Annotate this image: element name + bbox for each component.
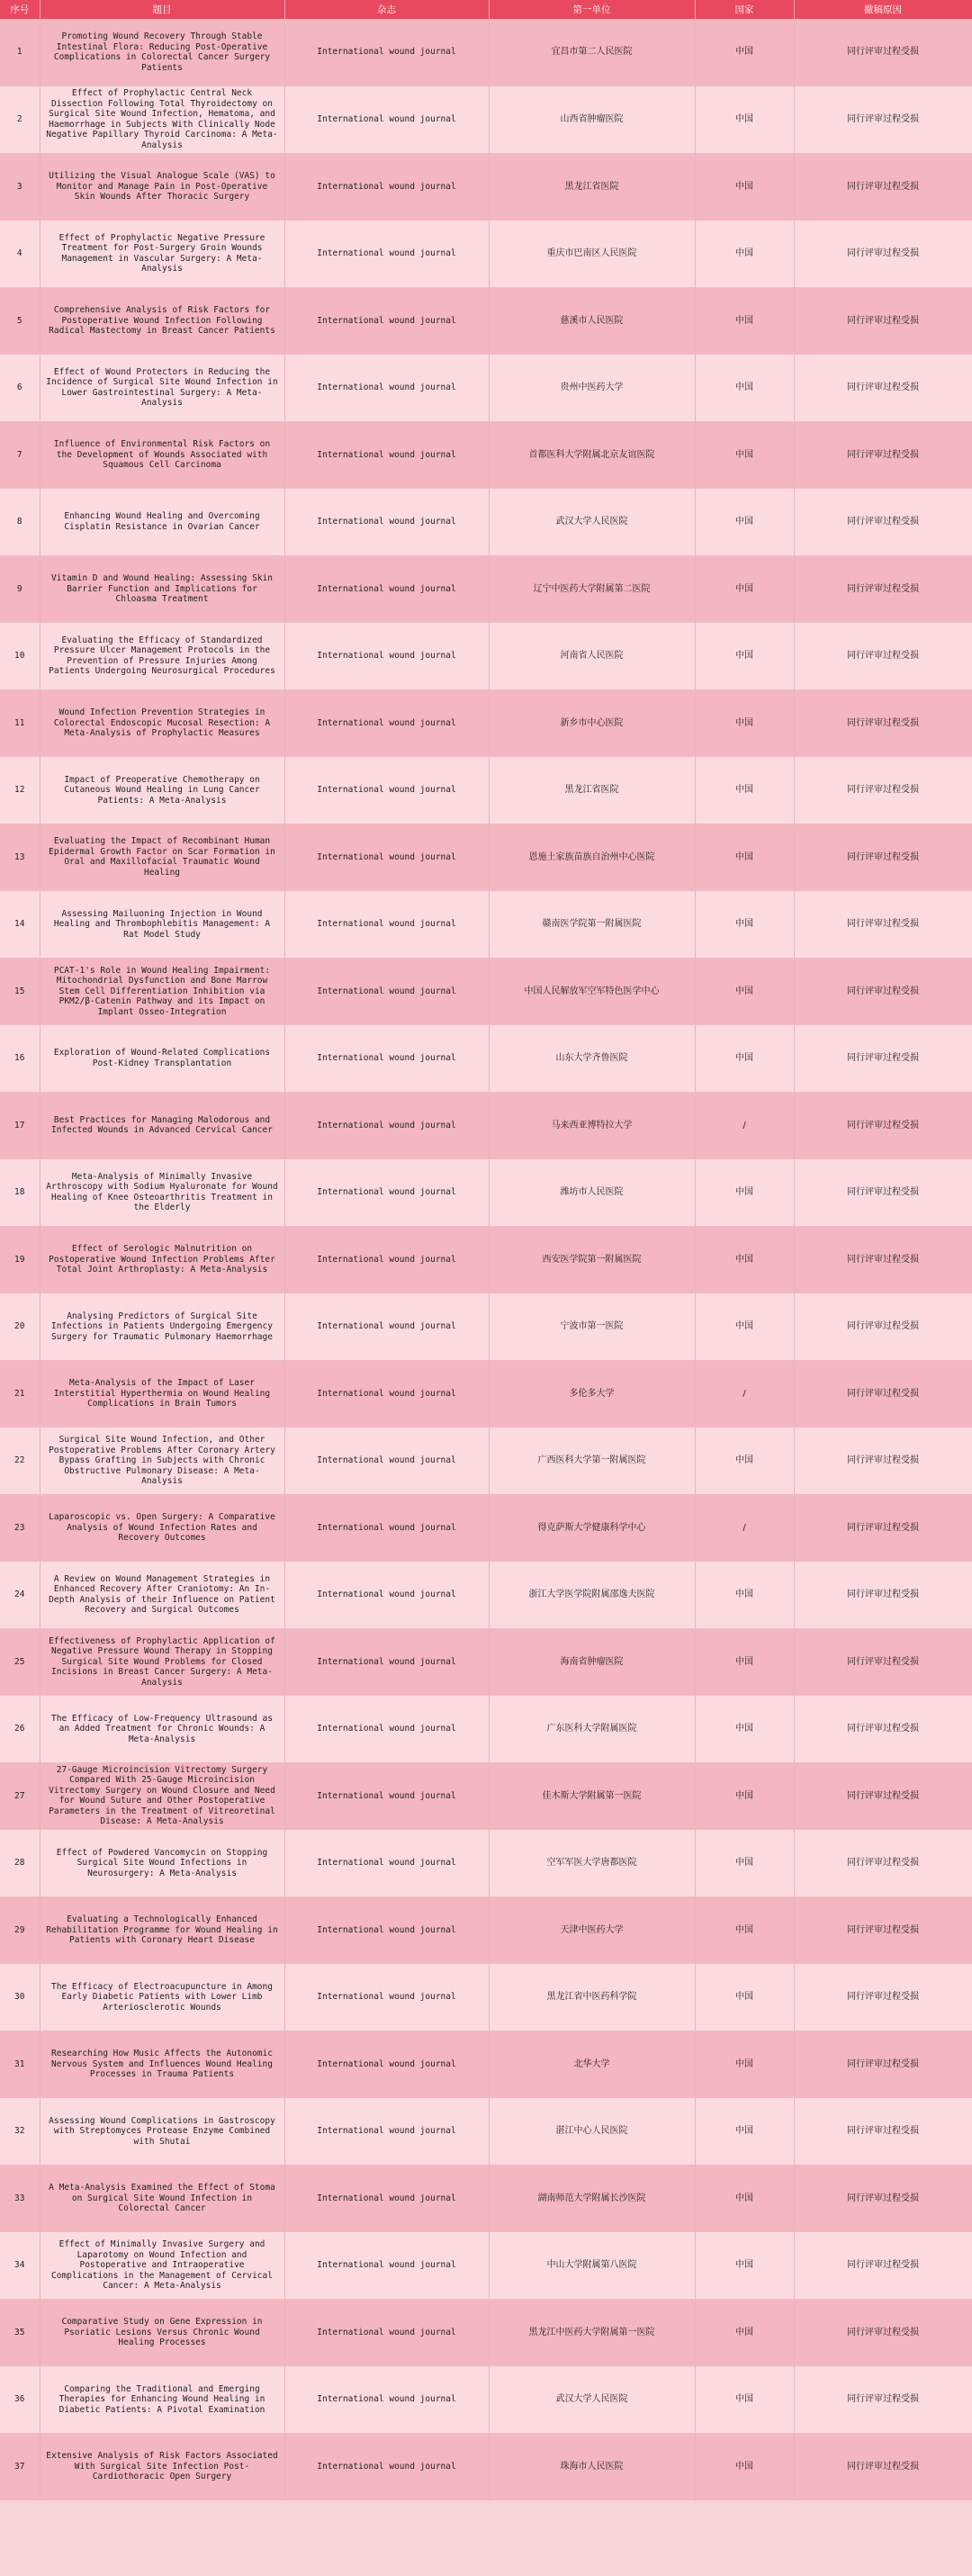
title-cell: Effect of Minimally Invasive Surgery and Laparotomy on Wound Infection and Postoperative and Intraoperative Complications in the Management of Cervical Cancer: A Meta-Analysis (40, 2232, 284, 2300)
journal-cell: International wound journal (284, 221, 489, 288)
institution-cell: 宜昌市第二人民医院 (489, 19, 695, 86)
journal-cell: International wound journal (284, 1226, 489, 1293)
index-cell: 35 (0, 2299, 40, 2366)
institution-cell: 潍坊市人民医院 (489, 1159, 695, 1227)
journal-cell: International wound journal (284, 2232, 489, 2300)
journal-cell: International wound journal (284, 2098, 489, 2166)
table-row (0, 1360, 972, 1428)
journal-cell: International wound journal (284, 1159, 489, 1227)
index-cell: 14 (0, 891, 40, 959)
index-cell: 22 (0, 1428, 40, 1495)
country-cell: 中国 (695, 1562, 794, 1629)
index-cell: 5 (0, 287, 40, 355)
index-cell: 24 (0, 1562, 40, 1629)
journal-cell: International wound journal (284, 757, 489, 824)
reason-cell: 同行评审过程受损 (794, 2031, 972, 2098)
journal-cell: International wound journal (284, 489, 489, 556)
reason-cell: 同行评审过程受损 (794, 2098, 972, 2166)
index-cell: 15 (0, 958, 40, 1025)
institution-cell: 武汉大学人民医院 (489, 2366, 695, 2434)
journal-cell: International wound journal (284, 1428, 489, 1495)
title-cell: Impact of Preoperative Chemotherapy on Cutaneous Wound Healing in Lung Cancer Patients: A Meta-Analysis (40, 757, 284, 824)
reason-cell: 同行评审过程受损 (794, 489, 972, 556)
country-cell: 中国 (695, 623, 794, 690)
journal-cell: International wound journal (284, 421, 489, 489)
country-cell: 中国 (695, 2299, 794, 2366)
table-row (0, 2031, 972, 2098)
reason-cell: 同行评审过程受损 (794, 555, 972, 623)
table-row (0, 1159, 972, 1227)
journal-cell: International wound journal (284, 1025, 489, 1093)
journal-cell: International wound journal (284, 824, 489, 891)
reason-cell: 同行评审过程受损 (794, 757, 972, 824)
journal-cell: International wound journal (284, 2031, 489, 2098)
country-cell: 中国 (695, 1628, 794, 1696)
title-cell: Laparoscopic vs. Open Surgery: A Comparative Analysis of Wound Infection Rates and Recovery Outcomes (40, 1494, 284, 1562)
country-cell: 中国 (695, 1762, 794, 1830)
country-cell: 中国 (695, 824, 794, 891)
reason-cell: 同行评审过程受损 (794, 19, 972, 86)
table-row (0, 891, 972, 959)
institution-cell: 恩施土家族苗族自治州中心医院 (489, 824, 695, 891)
country-cell: 中国 (695, 1159, 794, 1227)
reason-cell: 同行评审过程受损 (794, 1762, 972, 1830)
journal-cell: International wound journal (284, 1830, 489, 1897)
country-cell: 中国 (695, 1428, 794, 1495)
reason-cell: 同行评审过程受损 (794, 1293, 972, 1361)
reason-cell: 同行评审过程受损 (794, 153, 972, 221)
reason-cell: 同行评审过程受损 (794, 355, 972, 422)
country-cell: 中国 (695, 355, 794, 422)
title-cell: Meta-Analysis of the Impact of Laser Interstitial Hyperthermia on Wound Healing Complications in Brain Tumors (40, 1360, 284, 1428)
title-cell: 27-Gauge Microincision Vitrectomy Surgery Compared With 25-Gauge Microincision Vitrectomy Surgery on Wound Closure and Need for Wound Suture and Other Postoperative Parameters in the Treatment of Vitreoretinal Disease: A Meta-Analysis (40, 1762, 284, 1830)
index-cell: 9 (0, 555, 40, 623)
title-cell: Comprehensive Analysis of Risk Factors for Postoperative Wound Infection Following Radical Mastectomy in Breast Cancer Patients (40, 287, 284, 355)
reason-cell: 同行评审过程受损 (794, 689, 972, 757)
country-cell: 中国 (695, 19, 794, 86)
institution-cell: 首都医科大学附属北京友谊医院 (489, 421, 695, 489)
country-cell: 中国 (695, 2366, 794, 2434)
institution-cell: 赣南医学院第一附属医院 (489, 891, 695, 959)
index-cell: 28 (0, 1830, 40, 1897)
journal-cell: International wound journal (284, 287, 489, 355)
title-cell: The Efficacy of Low-Frequency Ultrasound as an Added Treatment for Chronic Wounds: A Meta-Analysis (40, 1696, 284, 1763)
table-row (0, 1293, 972, 1361)
institution-cell: 宁波市第一医院 (489, 1293, 695, 1361)
index-cell: 2 (0, 86, 40, 154)
journal-cell: International wound journal (284, 555, 489, 623)
table-row (0, 19, 972, 86)
reason-cell: 同行评审过程受损 (794, 623, 972, 690)
table-row (0, 1830, 972, 1897)
institution-cell: 得克萨斯大学健康科学中心 (489, 1494, 695, 1562)
country-cell: 中国 (695, 891, 794, 959)
reason-cell: 同行评审过程受损 (794, 1360, 972, 1428)
country-cell: 中国 (695, 2098, 794, 2166)
journal-cell: International wound journal (284, 623, 489, 690)
reason-cell: 同行评审过程受损 (794, 86, 972, 154)
reason-cell: 同行评审过程受损 (794, 287, 972, 355)
title-cell: A Meta-Analysis Examined the Effect of Stoma on Surgical Site Wound Infection in Colorectal Cancer (40, 2165, 284, 2232)
institution-cell: 辽宁中医药大学附属第二医院 (489, 555, 695, 623)
index-cell: 23 (0, 1494, 40, 1562)
index-cell: 18 (0, 1159, 40, 1227)
index-cell: 6 (0, 355, 40, 422)
header-institution: 第一单位 (489, 0, 695, 19)
institution-cell: 山东大学齐鲁医院 (489, 1025, 695, 1093)
table-row (0, 958, 972, 1025)
table-row (0, 489, 972, 556)
country-cell: 中国 (695, 1696, 794, 1763)
title-cell: Effect of Prophylactic Negative Pressure Treatment for Post-Surgery Groin Wounds Management in Vascular Surgery: A Meta-Analysis (40, 221, 284, 288)
institution-cell: 广西医科大学第一附属医院 (489, 1428, 695, 1495)
country-cell: 中国 (695, 555, 794, 623)
index-cell: 17 (0, 1092, 40, 1159)
table-row (0, 153, 972, 221)
table-row (0, 1964, 972, 2031)
journal-cell: International wound journal (284, 355, 489, 422)
institution-cell: 西安医学院第一附属医院 (489, 1226, 695, 1293)
reason-cell: 同行评审过程受损 (794, 1428, 972, 1495)
title-cell: Exploration of Wound-Related Complications Post-Kidney Transplantation (40, 1025, 284, 1093)
index-cell: 31 (0, 2031, 40, 2098)
country-cell: 中国 (695, 1896, 794, 1964)
country-cell: 中国 (695, 221, 794, 288)
country-cell: 中国 (695, 2031, 794, 2098)
title-cell: Extensive Analysis of Risk Factors Associated With Surgical Site Infection Post-Cardiothoracic Open Surgery (40, 2433, 284, 2500)
header-title: 题目 (40, 0, 284, 19)
institution-cell: 北华大学 (489, 2031, 695, 2098)
index-cell: 29 (0, 1896, 40, 1964)
title-cell: Promoting Wound Recovery Through Stable Intestinal Flora: Reducing Post-Operative Complications in Colorectal Cancer Surgery Patients (40, 19, 284, 86)
journal-cell: International wound journal (284, 2165, 489, 2232)
table-row (0, 86, 972, 154)
reason-cell: 同行评审过程受损 (794, 2232, 972, 2300)
country-cell: 中国 (695, 958, 794, 1025)
index-cell: 10 (0, 623, 40, 690)
journal-cell: International wound journal (284, 1696, 489, 1763)
journal-cell: International wound journal (284, 1628, 489, 1696)
journal-cell: International wound journal (284, 958, 489, 1025)
title-cell: Utilizing the Visual Analogue Scale (VAS) to Monitor and Manage Pain in Post-Operative Skin Wounds After Thoracic Surgery (40, 153, 284, 221)
table-row (0, 555, 972, 623)
country-cell: 中国 (695, 2232, 794, 2300)
index-cell: 30 (0, 1964, 40, 2031)
title-cell: Influence of Environmental Risk Factors on the Development of Wounds Associated with Squamous Cell Carcinoma (40, 421, 284, 489)
table-row (0, 355, 972, 422)
header-row (0, 0, 972, 19)
reason-cell: 同行评审过程受损 (794, 1964, 972, 2031)
table-row (0, 623, 972, 690)
institution-cell: 中国人民解放军空军特色医学中心 (489, 958, 695, 1025)
country-cell: 中国 (695, 1293, 794, 1361)
journal-cell: International wound journal (284, 891, 489, 959)
title-cell: Effect of Serologic Malnutrition on Postoperative Wound Infection Problems After Total Joint Arthroplasty: A Meta-Analysis (40, 1226, 284, 1293)
institution-cell: 珠海市人民医院 (489, 2433, 695, 2500)
journal-cell: International wound journal (284, 19, 489, 86)
table-row (0, 1092, 972, 1159)
country-cell: 中国 (695, 153, 794, 221)
table-row (0, 689, 972, 757)
title-cell: A Review on Wound Management Strategies in Enhanced Recovery After Craniotomy: An In-Depth Analysis of their Influence on Patient Recovery and Surgical Outcomes (40, 1562, 284, 1629)
table-row (0, 2098, 972, 2166)
journal-cell: International wound journal (284, 2433, 489, 2500)
institution-cell: 海南省肿瘤医院 (489, 1628, 695, 1696)
title-cell: Effect of Wound Protectors in Reducing the Incidence of Surgical Site Wound Infection in Lower Gastrointestinal Surgery: A Meta-Analysis (40, 355, 284, 422)
title-cell: Evaluating the Impact of Recombinant Human Epidermal Growth Factor on Scar Formation in Oral and Maxillofacial Traumatic Wound Healing (40, 824, 284, 891)
reason-cell: 同行评审过程受损 (794, 2299, 972, 2366)
country-cell: 中国 (695, 689, 794, 757)
reason-cell: 同行评审过程受损 (794, 2366, 972, 2434)
institution-cell: 武汉大学人民医院 (489, 489, 695, 556)
table-row (0, 1025, 972, 1093)
reason-cell: 同行评审过程受损 (794, 958, 972, 1025)
reason-cell: 同行评审过程受损 (794, 1159, 972, 1227)
title-cell: Effectiveness of Prophylactic Application of Negative Pressure Wound Therapy in Stopping Surgical Site Wound Problems for Closed Incisions in Breast Cancer Surgery: A Meta-Analysis (40, 1628, 284, 1696)
journal-cell: International wound journal (284, 1762, 489, 1830)
institution-cell: 中山大学附属第八医院 (489, 2232, 695, 2300)
table-row (0, 1428, 972, 1495)
index-cell: 32 (0, 2098, 40, 2166)
index-cell: 7 (0, 421, 40, 489)
institution-cell: 山西省肿瘤医院 (489, 86, 695, 154)
reason-cell: 同行评审过程受损 (794, 2433, 972, 2500)
institution-cell: 天津中医药大学 (489, 1896, 695, 1964)
journal-cell: International wound journal (284, 1964, 489, 2031)
reason-cell: 同行评审过程受损 (794, 1092, 972, 1159)
journal-cell: International wound journal (284, 1293, 489, 1361)
journal-cell: International wound journal (284, 1896, 489, 1964)
journal-cell: International wound journal (284, 1360, 489, 1428)
institution-cell: 佳木斯大学附属第一医院 (489, 1762, 695, 1830)
reason-cell: 同行评审过程受损 (794, 1696, 972, 1763)
journal-cell: International wound journal (284, 689, 489, 757)
title-cell: The Efficacy of Electroacupuncture in Among Early Diabetic Patients with Lower Limb Arteriosclerotic Wounds (40, 1964, 284, 2031)
country-cell: 中国 (695, 757, 794, 824)
index-cell: 4 (0, 221, 40, 288)
institution-cell: 河南省人民医院 (489, 623, 695, 690)
country-cell: / (695, 1494, 794, 1562)
table-row (0, 1762, 972, 1830)
institution-cell: 重庆市巴南区人民医院 (489, 221, 695, 288)
index-cell: 13 (0, 824, 40, 891)
index-cell: 25 (0, 1628, 40, 1696)
reason-cell: 同行评审过程受损 (794, 2165, 972, 2232)
journal-cell: International wound journal (284, 1494, 489, 1562)
institution-cell: 空军军医大学唐都医院 (489, 1830, 695, 1897)
table-row (0, 1896, 972, 1964)
country-cell: / (695, 1092, 794, 1159)
reason-cell: 同行评审过程受损 (794, 1896, 972, 1964)
header-reason: 撤稿原因 (794, 0, 972, 19)
title-cell: Comparative Study on Gene Expression in Psoriatic Lesions Versus Chronic Wound Healing Processes (40, 2299, 284, 2366)
title-cell: Surgical Site Wound Infection, and Other Postoperative Problems After Coronary Artery Bypass Grafting in Subjects with Chronic Obstructive Pulmonary Disease: A Meta-Analysis (40, 1428, 284, 1495)
table-row (0, 1494, 972, 1562)
table-row (0, 2366, 972, 2434)
reason-cell: 同行评审过程受损 (794, 891, 972, 959)
index-cell: 12 (0, 757, 40, 824)
reason-cell: 同行评审过程受损 (794, 1494, 972, 1562)
title-cell: Evaluating a Technologically Enhanced Rehabilitation Programme for Wound Healing in Patients with Coronary Heart Disease (40, 1896, 284, 1964)
institution-cell: 黑龙江中医药大学附属第一医院 (489, 2299, 695, 2366)
table-row (0, 2299, 972, 2366)
title-cell: Assessing Mailuoning Injection in Wound Healing and Thrombophlebitis Management: A Rat Model Study (40, 891, 284, 959)
title-cell: Vitamin D and Wound Healing: Assessing Skin Barrier Function and Implications for Chloasma Treatment (40, 555, 284, 623)
journal-cell: International wound journal (284, 1092, 489, 1159)
institution-cell: 马来西亚博特拉大学 (489, 1092, 695, 1159)
reason-cell: 同行评审过程受损 (794, 1025, 972, 1093)
index-cell: 8 (0, 489, 40, 556)
journal-cell: International wound journal (284, 86, 489, 154)
reason-cell: 同行评审过程受损 (794, 421, 972, 489)
table-row (0, 1696, 972, 1763)
reason-cell: 同行评审过程受损 (794, 1562, 972, 1629)
title-cell: Researching How Music Affects the Autonomic Nervous System and Influences Wound Healing Processes in Trauma Patients (40, 2031, 284, 2098)
institution-cell: 黑龙江省医院 (489, 153, 695, 221)
title-cell: Best Practices for Managing Malodorous and Infected Wounds in Advanced Cervical Cancer (40, 1092, 284, 1159)
institution-cell: 黑龙江省中医药科学院 (489, 1964, 695, 2031)
table-row (0, 824, 972, 891)
institution-cell: 黑龙江省医院 (489, 757, 695, 824)
country-cell: 中国 (695, 1226, 794, 1293)
country-cell: 中国 (695, 2433, 794, 2500)
index-cell: 11 (0, 689, 40, 757)
index-cell: 26 (0, 1696, 40, 1763)
title-cell: Effect of Powdered Vancomycin on Stopping Surgical Site Wound Infections in Neurosurgery: A Meta-Analysis (40, 1830, 284, 1897)
header-journal: 杂志 (284, 0, 489, 19)
header-country: 国家 (695, 0, 794, 19)
table-row (0, 2165, 972, 2232)
table-row (0, 1562, 972, 1629)
title-cell: Analysing Predictors of Surgical Site Infections in Patients Undergoing Emergency Surgery for Traumatic Pulmonary Haemorrhage (40, 1293, 284, 1361)
title-cell: Enhancing Wound Healing and Overcoming Cisplatin Resistance in Ovarian Cancer (40, 489, 284, 556)
table-row (0, 757, 972, 824)
institution-cell: 贵州中医药大学 (489, 355, 695, 422)
index-cell: 21 (0, 1360, 40, 1428)
country-cell: / (695, 1360, 794, 1428)
reason-cell: 同行评审过程受损 (794, 221, 972, 288)
institution-cell: 湛江中心人民医院 (489, 2098, 695, 2166)
country-cell: 中国 (695, 1025, 794, 1093)
title-cell: Meta-Analysis of Minimally Invasive Arthroscopy with Sodium Hyaluronate for Wound Healing of Knee Osteoarthritis Treatment in the Elderly (40, 1159, 284, 1227)
table-row (0, 2433, 972, 2500)
journal-cell: International wound journal (284, 153, 489, 221)
index-cell: 1 (0, 19, 40, 86)
table-row (0, 287, 972, 355)
country-cell: 中国 (695, 1964, 794, 2031)
header-index: 序号 (0, 0, 40, 19)
table-row (0, 421, 972, 489)
reason-cell: 同行评审过程受损 (794, 1830, 972, 1897)
journal-cell: International wound journal (284, 2366, 489, 2434)
table-row (0, 221, 972, 288)
reason-cell: 同行评审过程受损 (794, 1226, 972, 1293)
country-cell: 中国 (695, 86, 794, 154)
reason-cell: 同行评审过程受损 (794, 1628, 972, 1696)
index-cell: 37 (0, 2433, 40, 2500)
country-cell: 中国 (695, 2165, 794, 2232)
title-cell: Wound Infection Prevention Strategies in Colorectal Endoscopic Mucosal Resection: A Meta-Analysis of Prophylactic Measures (40, 689, 284, 757)
journal-cell: International wound journal (284, 2299, 489, 2366)
institution-cell: 新乡市中心医院 (489, 689, 695, 757)
index-cell: 27 (0, 1762, 40, 1830)
institution-cell: 慈溪市人民医院 (489, 287, 695, 355)
index-cell: 16 (0, 1025, 40, 1093)
index-cell: 33 (0, 2165, 40, 2232)
journal-cell: International wound journal (284, 1562, 489, 1629)
index-cell: 3 (0, 153, 40, 221)
title-cell: Effect of Prophylactic Central Neck Dissection Following Total Thyroidectomy on Surgical Site Wound Infection, Hematoma, and Haemorrhage in Subjects With Clinically Node Negative Papillary Thyroid Carcinoma: A Meta-Analysis (40, 86, 284, 154)
index-cell: 34 (0, 2232, 40, 2300)
title-cell: Comparing the Traditional and Emerging Therapies for Enhancing Wound Healing in Diabetic Patients: A Pivotal Examination (40, 2366, 284, 2434)
table-row (0, 2232, 972, 2300)
country-cell: 中国 (695, 1830, 794, 1897)
institution-cell: 浙江大学医学院附属邵逸夫医院 (489, 1562, 695, 1629)
country-cell: 中国 (695, 489, 794, 556)
country-cell: 中国 (695, 421, 794, 489)
institution-cell: 湖南师范大学附属长沙医院 (489, 2165, 695, 2232)
reason-cell: 同行评审过程受损 (794, 824, 972, 891)
index-cell: 36 (0, 2366, 40, 2434)
title-cell: Evaluating the Efficacy of Standardized Pressure Ulcer Management Protocols in the Prevention of Pressure Injuries Among Patients Undergoing Neurosurgical Procedures (40, 623, 284, 690)
table-row (0, 1226, 972, 1293)
index-cell: 19 (0, 1226, 40, 1293)
institution-cell: 广东医科大学附属医院 (489, 1696, 695, 1763)
index-cell: 20 (0, 1293, 40, 1361)
country-cell: 中国 (695, 287, 794, 355)
title-cell: PCAT-1's Role in Wound Healing Impairment: Mitochondrial Dysfunction and Bone Marrow Stem Cell Differentiation Inhibition via PKM2/β-Catenin Pathway and its Impact on Implant Osseo-Integration (40, 958, 284, 1025)
table-row (0, 1628, 972, 1696)
title-cell: Assessing Wound Complications in Gastroscopy with Streptomyces Protease Enzyme Combined with Shutai (40, 2098, 284, 2166)
institution-cell: 多伦多大学 (489, 1360, 695, 1428)
